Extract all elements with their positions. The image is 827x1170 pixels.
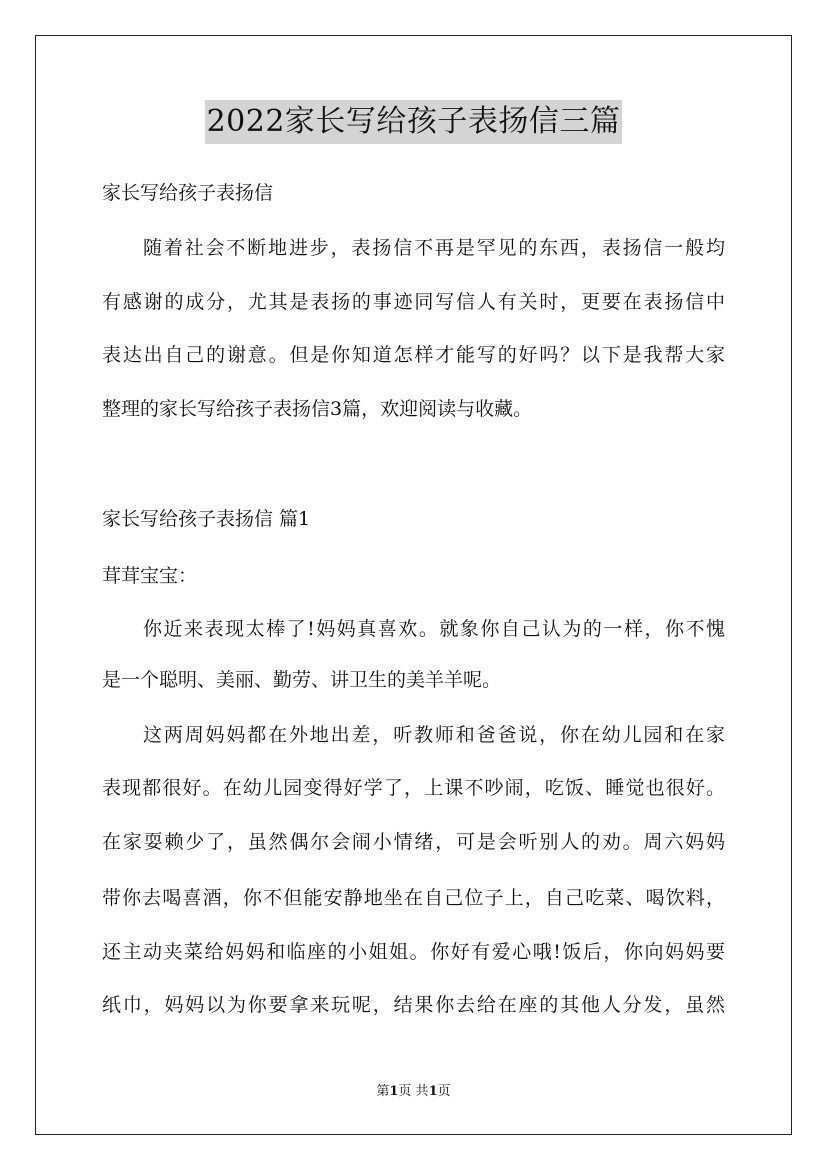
paragraph-line: 这两周妈妈都在外地出差，听教师和爸爸说，你在幼儿园和在家 — [143, 724, 725, 746]
page-label-suffix: 页 — [437, 1084, 451, 1099]
intro-line: 随着社会不断地进步，表扬信不再是罕见的东西，表扬信一般均 — [143, 237, 725, 259]
page-label-prefix: 第 — [376, 1084, 390, 1099]
page-number: 1 — [389, 1084, 399, 1099]
page-label-middle: 页 共 — [398, 1084, 429, 1099]
paragraph-line: 带你去喝喜酒，你不但能安静地坐在自己位子上，自己吃菜、喝饮料， — [102, 887, 725, 909]
page-footer — [0, 1084, 827, 1100]
intro-line: 有感谢的成分，尤其是表扬的事迹同写信人有关时，更要在表扬信中 — [102, 291, 725, 313]
salutation: 茸茸宝宝： — [102, 565, 198, 587]
paragraph-line: 还主动夹菜给妈妈和临座的小姐姐。你好有爱心哦!饭后，你向妈妈要 — [102, 941, 725, 963]
intro-line: 表达出自己的谢意。但是你知道怎样才能写的好吗？以下是我帮大家 — [102, 344, 725, 366]
paragraph-line: 在家耍赖少了，虽然偶尔会闹小情绪，可是会听别人的劝。周六妈妈 — [102, 831, 725, 853]
paragraph-line: 你近来表现太棒了!妈妈真喜欢。就象你自己认为的一样，你不愧 — [143, 618, 725, 640]
paragraph-line: 表现都很好。在幼儿园变得好学了，上课不吵闹，吃饭、睡觉也很好。 — [102, 777, 725, 799]
paragraph-line: 纸巾，妈妈以为你要拿来玩呢，结果你去给在座的其他人分发，虽然 — [102, 994, 725, 1016]
document-subtitle: 家长写给孩子表扬信 — [102, 182, 274, 204]
section-heading: 家长写给孩子表扬信 篇1 — [102, 508, 311, 530]
intro-line: 整理的家长写给孩子表扬信3篇，欢迎阅读与收藏。 — [102, 398, 533, 420]
document-title: 2022家长写给孩子表扬信三篇 — [205, 100, 623, 144]
paragraph-line: 是一个聪明、美丽、勤劳、讲卫生的美羊羊呢。 — [102, 669, 502, 691]
title-container — [0, 100, 827, 144]
page-total: 1 — [428, 1084, 438, 1099]
